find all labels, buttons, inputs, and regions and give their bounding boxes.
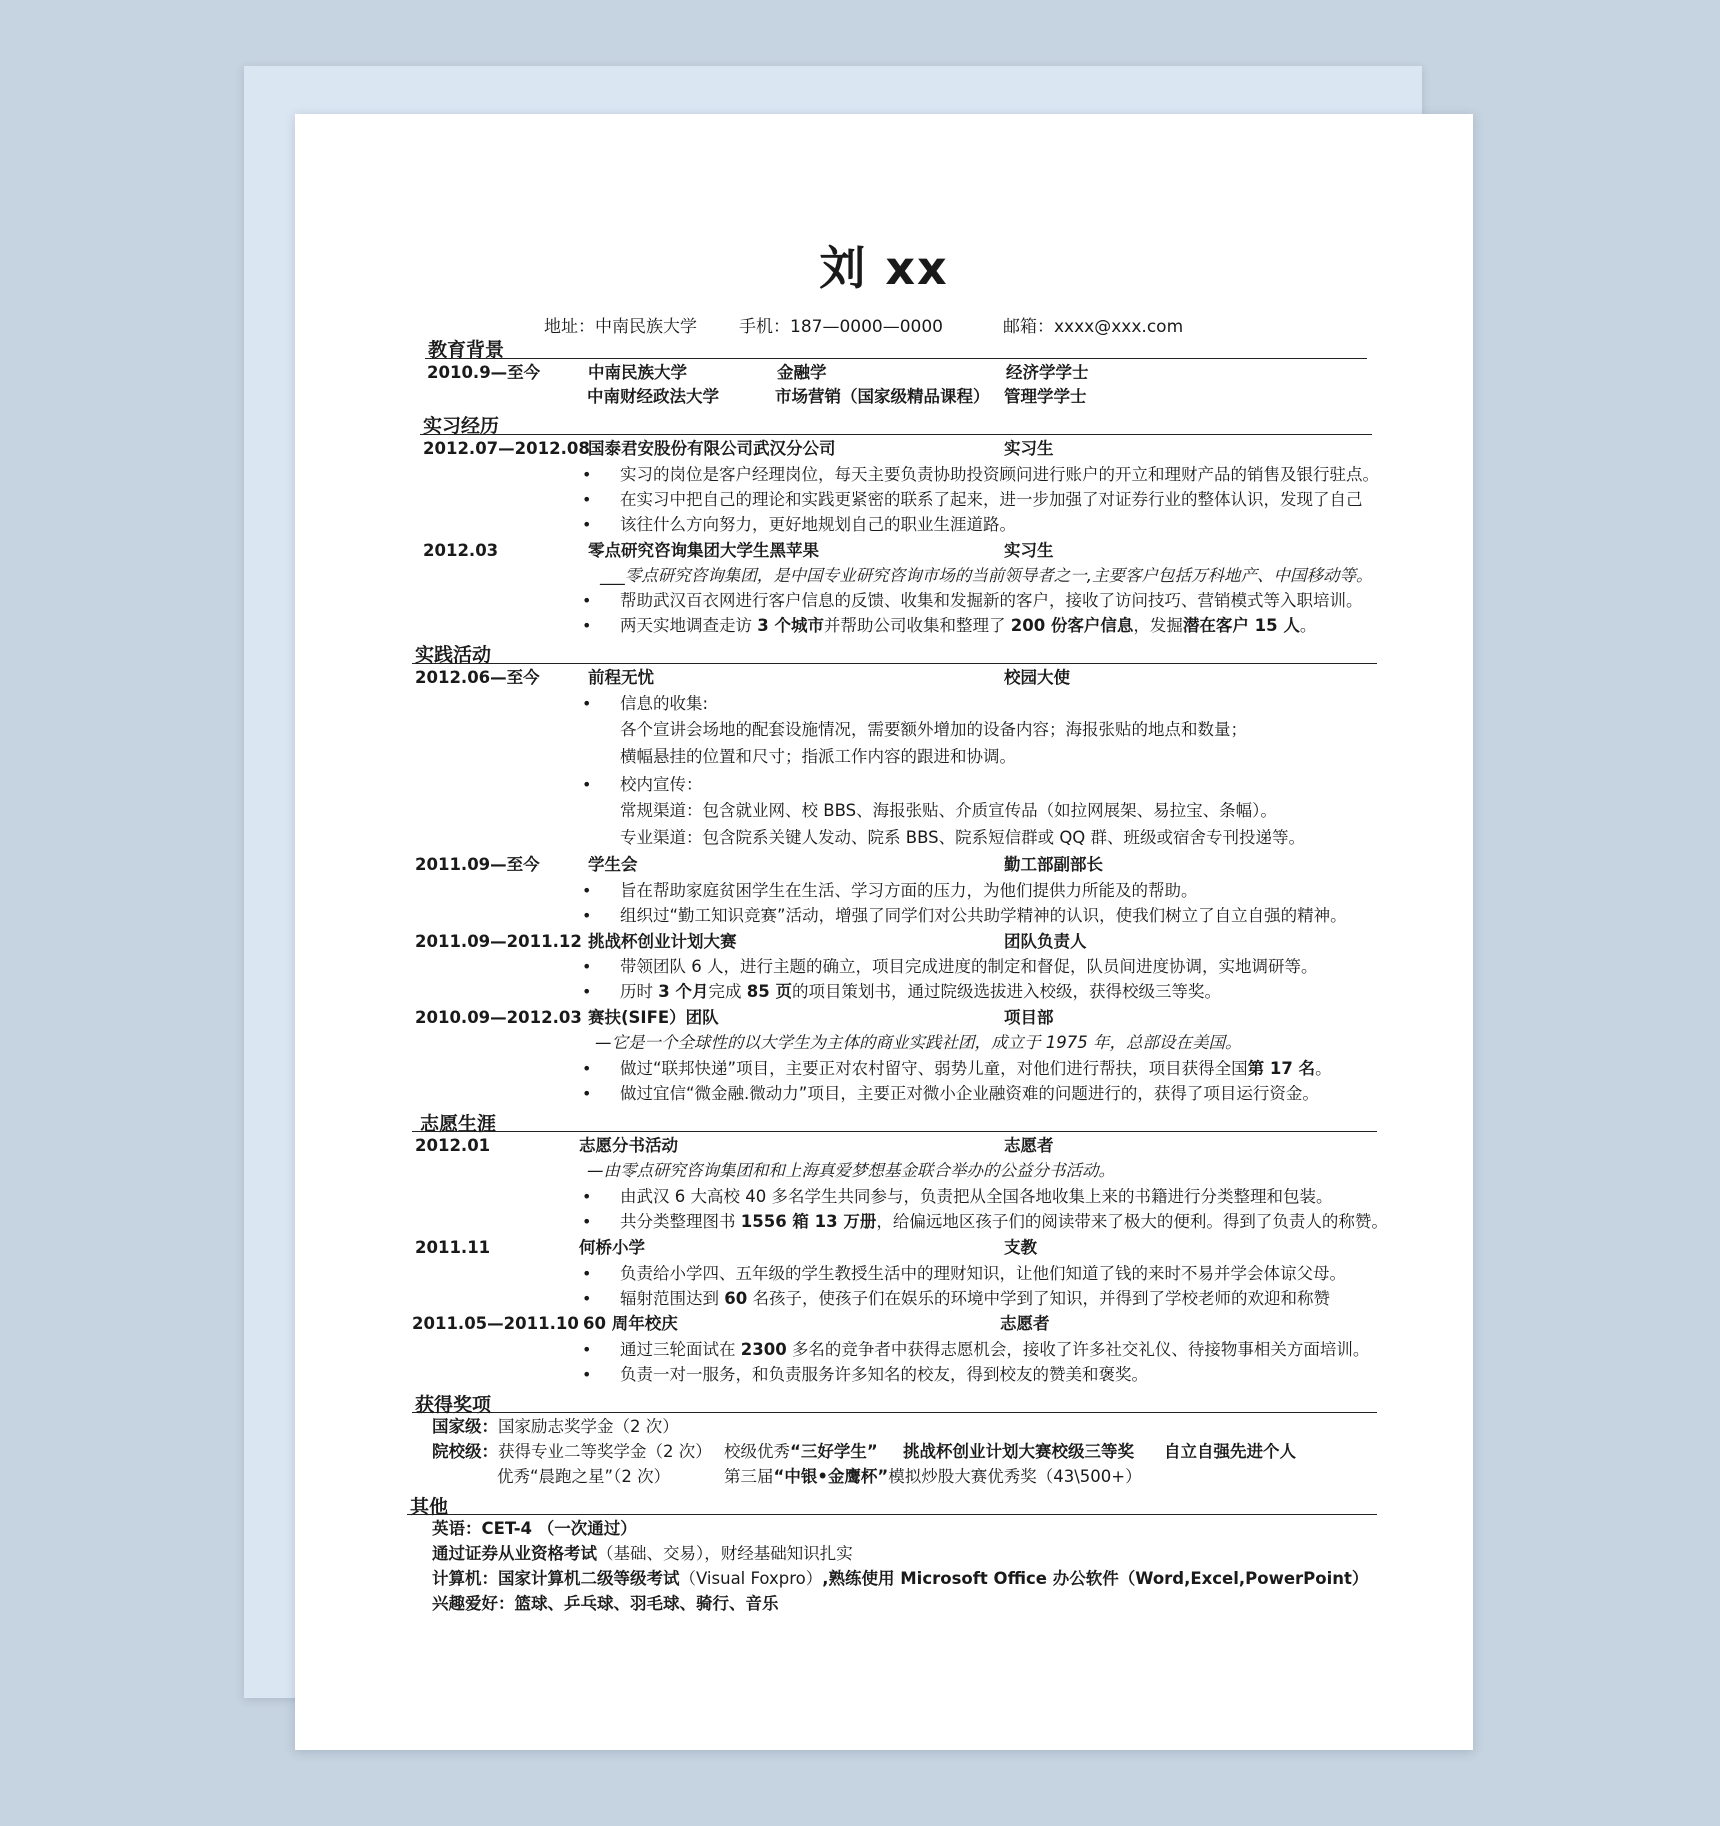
act4-description: —它是一个全球性的以大学生为主体的商业实践社团，成立于 1975 年，总部设在美国。 — [595, 1033, 1242, 1052]
bullet-dot: • — [582, 694, 592, 713]
section-education-title: 教育背景 — [428, 339, 505, 361]
vol1-org: 志愿分书活动 — [579, 1136, 678, 1155]
act2-org: 学生会 — [588, 855, 638, 874]
act3-period: 2011.09—2011.12 — [415, 932, 582, 951]
vol1-description: —由零点研究咨询集团和和上海真爱梦想基金联合举办的公益分书活动。 — [587, 1161, 1115, 1180]
intern1-role: 实习生 — [1004, 439, 1054, 458]
section-divider — [407, 1514, 1377, 1515]
intern1-company: 国泰君安股份有限公司武汉分公司 — [588, 439, 836, 458]
bullet-dot: • — [582, 1264, 592, 1283]
section-divider — [412, 663, 1377, 664]
vol3-period: 2011.05—2011.10 — [412, 1314, 579, 1333]
edu-major-2: 市场营销（国家级精品课程） — [775, 387, 990, 406]
vol2-role: 支教 — [1004, 1238, 1037, 1257]
bullet-dot: • — [582, 1059, 592, 1078]
bullet-dot: • — [582, 490, 592, 509]
vol1-bullet-1: 由武汉 6 大高校 40 多名学生共同参与，负责把从全国各地收集上来的书籍进行分类整理和包装。 — [620, 1187, 1333, 1206]
act1-line-3: 常规渠道：包含就业网、校 BBS、海报张贴、介质宣传品（如拉网展架、易拉宝、条幅）。 — [620, 801, 1277, 820]
intern2-bullet-2: 两天实地调查走访 3 个城市并帮助公司收集和整理了 200 份客户信息，发掘潜在客户 15 人。 — [620, 616, 1317, 635]
section-divider — [420, 434, 1372, 435]
award-challenge-cup: 挑战杯创业计划大赛校级三等奖 — [903, 1442, 1134, 1461]
award-merit-student: 校级优秀“三好学生” — [724, 1442, 878, 1461]
resume-name: 刘 xx — [819, 241, 949, 295]
other-securities: 通过证券从业资格考试（基础、交易），财经基础知识扎实 — [432, 1544, 853, 1563]
act3-org: 挑战杯创业计划大赛 — [588, 932, 737, 951]
resume-page — [295, 114, 1473, 1750]
vol1-period: 2012.01 — [415, 1136, 491, 1155]
section-other-title: 其他 — [410, 1496, 449, 1518]
vol3-bullet-1: 通过三轮面试在 2300 多名的竞争者中获得志愿机会，接收了许多社交礼仪、待接物事相关方面培训。 — [620, 1340, 1370, 1359]
bullet-dot: • — [582, 591, 592, 610]
section-internship-title: 实习经历 — [423, 415, 500, 437]
bullet-dot: • — [582, 1084, 592, 1103]
intern2-description: ___零点研究咨询集团，是中国专业研究咨询市场的当前领导者之一,主要客户包括万科地产、中国移动等。 — [600, 566, 1373, 585]
act1-heading-1: 信息的收集: — [620, 694, 709, 713]
act2-period: 2011.09—至今 — [415, 855, 540, 874]
bullet-dot: • — [582, 515, 592, 534]
bullet-dot: • — [582, 1365, 592, 1384]
vol2-bullet-1: 负责给小学四、五年级的学生教授生活中的理财知识，让他们知道了钱的来时不易并学会体谅父母。 — [620, 1264, 1346, 1283]
act3-bullet-2: 历时 3 个月完成 85 页的项目策划书，通过院级选拔进入校级，获得校级三等奖。 — [620, 982, 1221, 1001]
bullet-dot: • — [582, 1212, 592, 1231]
contact-email: 邮箱：xxxx@xxx.com — [1003, 317, 1184, 337]
act1-org: 前程无忧 — [588, 668, 654, 687]
intern2-period: 2012.03 — [423, 541, 499, 560]
act4-role: 项目部 — [1004, 1008, 1054, 1027]
act4-period: 2010.09—2012.03 — [415, 1008, 582, 1027]
act3-role: 团队负责人 — [1004, 932, 1087, 951]
edu-school-1: 中南民族大学 — [588, 363, 687, 382]
intern2-role: 实习生 — [1004, 541, 1054, 560]
intern1-bullet-2: 在实习中把自己的理论和实践更紧密的联系了起来，进一步加强了对证券行业的整体认识，发现了自己 — [620, 490, 1363, 509]
intern1-bullet-1: 实习的岗位是客户经理岗位，每天主要负责协助投资顾问进行账户的开立和理财产品的销售及银行驻点。 — [620, 465, 1379, 484]
act1-line-4: 专业渠道：包含院系关键人发动、院系 BBS、院系短信群或 QQ 群、班级或宿舍专刊投递等。 — [620, 828, 1306, 847]
contact-phone: 手机：187—0000—0000 — [739, 317, 943, 337]
section-divider — [412, 1131, 1377, 1132]
intern2-company: 零点研究咨询集团大学生黑苹果 — [588, 541, 819, 560]
bullet-dot: • — [582, 775, 592, 794]
section-divider — [425, 358, 1367, 359]
edu-period: 2010.9—至今 — [427, 363, 541, 382]
bullet-dot: • — [582, 881, 592, 900]
act3-bullet-1: 带领团队 6 人，进行主题的确立，项目完成进度的制定和督促，队员间进度协调，实地调研等。 — [620, 957, 1318, 976]
vol3-role: 志愿者 — [1000, 1314, 1050, 1333]
bullet-dot: • — [582, 465, 592, 484]
edu-school-2: 中南财经政法大学 — [587, 387, 719, 406]
other-computer: 计算机：国家计算机二级等级考试（Visual Foxpro）,熟练使用 Microsoft Office 办公软件（Word,Excel,PowerPoint） — [432, 1569, 1369, 1588]
award-stock-contest: 第三届“中银•金鹰杯”模拟炒股大赛优秀奖（43\500+） — [724, 1467, 1142, 1486]
act4-bullet-2: 做过宜信“微金融.微动力”项目，主要正对微小企业融资难的问题进行的，获得了项目运行资金。 — [620, 1084, 1319, 1103]
act1-role: 校园大使 — [1004, 668, 1070, 687]
vol3-org: 60 周年校庆 — [583, 1314, 678, 1333]
bullet-dot: • — [582, 957, 592, 976]
intern2-bullet-1: 帮助武汉百衣网进行客户信息的反馈、收集和发掘新的客户，接收了访问技巧、营销模式等入职培训。 — [620, 591, 1363, 610]
act1-heading-2: 校内宣传： — [620, 775, 703, 794]
act2-bullet-2: 组织过“勤工知识竞赛”活动，增强了同学们对公共助学精神的认识，使我们树立了自立自强的精神。 — [620, 906, 1347, 925]
act1-line-1: 各个宣讲会场地的配套设施情况，需要额外增加的设备内容；海报张贴的地点和数量； — [620, 720, 1247, 739]
bullet-dot: • — [582, 982, 592, 1001]
act2-role: 勤工部副部长 — [1004, 855, 1103, 874]
section-volunteer-title: 志愿生涯 — [420, 1113, 497, 1135]
award-school-line-1: 院校级：获得专业二等奖学金（2 次） — [432, 1442, 712, 1461]
section-divider — [412, 1412, 1377, 1413]
bullet-dot: • — [582, 616, 592, 635]
act2-bullet-1: 旨在帮助家庭贫困学生在生活、学习方面的压力，为他们提供力所能及的帮助。 — [620, 881, 1198, 900]
other-hobbies: 兴趣爱好：篮球、乒乓球、羽毛球、骑行、音乐 — [432, 1594, 779, 1613]
bullet-dot: • — [582, 1289, 592, 1308]
act1-line-2: 横幅悬挂的位置和尺寸；指派工作内容的跟进和协调。 — [620, 747, 1016, 766]
other-english: 英语：CET-4 （一次通过） — [432, 1519, 637, 1538]
vol2-org: 何桥小学 — [579, 1238, 645, 1257]
award-morning-run: 优秀“晨跑之星”（2 次） — [497, 1467, 671, 1486]
bullet-dot: • — [582, 1340, 592, 1359]
vol1-bullet-2: 共分类整理图书 1556 箱 13 万册，给偏远地区孩子们的阅读带来了极大的便利。得到了负责人的称赞。 — [620, 1212, 1388, 1231]
edu-degree-1: 经济学学士 — [1006, 363, 1089, 382]
award-self-reliance: 自立自强先进个人 — [1164, 1442, 1296, 1461]
act4-org: 赛扶(SIFE）团队 — [588, 1008, 719, 1027]
intern1-bullet-3: 该往什么方向努力，更好地规划自己的职业生涯道路。 — [620, 515, 1016, 534]
contact-address: 地址：中南民族大学 — [544, 317, 697, 337]
edu-major-1: 金融学 — [777, 363, 827, 382]
award-national: 国家级：国家励志奖学金（2 次） — [432, 1417, 679, 1436]
section-awards-title: 获得奖项 — [415, 1394, 492, 1416]
act4-bullet-1: 做过“联邦快递”项目，主要正对农村留守、弱势儿童，对他们进行帮扶，项目获得全国第 17 名。 — [620, 1059, 1332, 1078]
bullet-dot: • — [582, 1187, 592, 1206]
vol1-role: 志愿者 — [1004, 1136, 1054, 1155]
vol2-period: 2011.11 — [415, 1238, 491, 1257]
act1-period: 2012.06—至今 — [415, 668, 540, 687]
vol2-bullet-2: 辐射范围达到 60 名孩子，使孩子们在娱乐的环境中学到了知识，并得到了学校老师的欢迎和称赞 — [620, 1289, 1330, 1308]
section-activities-title: 实践活动 — [415, 644, 492, 666]
intern1-period: 2012.07—2012.08 — [423, 439, 590, 458]
edu-degree-2: 管理学学士 — [1004, 387, 1087, 406]
vol3-bullet-2: 负责一对一服务，和负责服务许多知名的校友，得到校友的赞美和褒奖。 — [620, 1365, 1148, 1384]
bullet-dot: • — [582, 906, 592, 925]
